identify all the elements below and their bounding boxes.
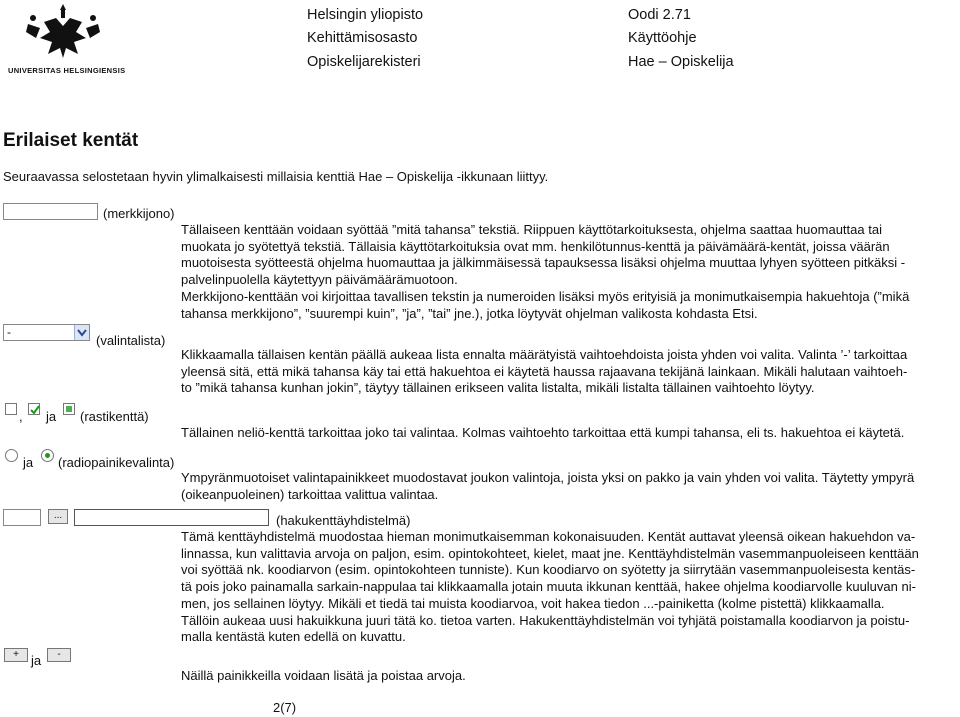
- radio-unselected[interactable]: [5, 449, 18, 462]
- select-description: Klikkaamalla tällaisen kentän päällä aukeaa lista ennalta määrätyistä vaihtoehdoista joista yhden voi valita. Valinta ’-’ tarkoittaa yleensä sitä, että mikä tahansa käy tai että hakuehtoa ei käytetä haussa rajaavana tekijänä lainkaan. Mikäli halutaan vaihtoeh- to ”mikä tahansa kunhan jokin”, täytyy tällainen erikseen valita listalta, mikäli listalta tällainen vaihtoehto löytyy.: [181, 347, 908, 396]
- select-value: -: [7, 325, 11, 339]
- helsinki-seal-icon: [8, 2, 118, 62]
- radio-and: ja: [23, 455, 34, 470]
- radio-description: Ympyränmuotoiset valintapainikkeet muodostavat joukon valintoja, joista yksi on pakko ja vain yhden voi valita. Täytetty ympyrä (oikeanpuoleinen) tarkoittaa valittua valintaa.: [181, 470, 915, 502]
- text-field-description: Tällaiseen kenttään voidaan syöttää ”mitä tahansa” tekstiä. Riippuen käyttötarkoituksesta, ohjelma saattaa huomauttaa tai muokata jo syötettyä tekstiä. Tällaisia käyttötarkoituksia ovat mm. henkilötunnus-kenttä ja päivämäärä-kentät, joissa väärän muotoisesta syötteestä ohjelma huomauttaa ja jälkimmäisessä tapauksessa lisäksi ohjelma muuttaa lyhyen syötteen pitkäksi - palvelinpuolella käytettyyn päivämäärämuotoon. Merkkijono-kenttään voi kirjoittaa tavallisen tekstin ja numeroiden lisäksi myös erityisiä ja monimutkaisempia hakuehtoja (”mikä tahansa merkkijono”, ”suurempi kuin”, ”ja”, ”tai” jne.), jotka löytyvät ohjelman valikosta kohdasta Etsi.: [181, 222, 910, 321]
- chevron-down-icon[interactable]: [74, 325, 89, 340]
- header-dept: Kehittämisosasto: [307, 30, 418, 46]
- lookup-code-field[interactable]: [3, 509, 41, 526]
- checkbox-and: ja: [46, 409, 57, 424]
- section-intro: Seuraavassa selostetaan hyvin ylimalkaisesti millaisia kenttiä Hae – Opiskelija -ikkunaan liittyy.: [3, 169, 549, 184]
- radio-dot-icon: [45, 453, 50, 458]
- indeterminate-square-icon: [66, 406, 72, 412]
- checkbox-comma: ,: [19, 409, 23, 424]
- checkbox-label: (rastikenttä): [80, 409, 149, 424]
- page-number: 2(7): [273, 700, 297, 715]
- header-org: Helsingin yliopisto: [307, 7, 424, 23]
- minus-button[interactable]: -: [47, 648, 71, 662]
- lookup-description: Tämä kenttäyhdistelmä muodostaa hieman monimutkaisemman kokonaisuuden. Kentät auttavat yleensä oikean hakuehdon va- linnassa, kun valittavia arvoja on paljon, esim. opintokohteet, kielet, maat jne. Kenttäyhdistelmän vasemmanpuoleiseen kenttään voi syöttää nk. koodiarvon (esim. opintokohteen tunniste). Kun koodiarvo on syötetty ja siirrytään vasemmanpuoleisesta kentäs- tä pois joko painamalla sarkain-nappulaa tai klikkaamalla jotain muuta ikkunan kenttää, hakee ohjelma koodiarvolle kuuluvan ni- men, jos sellainen löytyy. Mikäli et tiedä tai muista koodiarvoa, voit hakea tiedon ...-painiketta (kolme pistettä) klikkaamalla. Tällöin aukeaa uusi hakuikkuna juuri tätä ko. tietoa varten. Hakukenttäyhdistelmän voi tyhjätä poistamalla koodiarvon ja poistu- malla kentästä kuten edellä on kuvattu.: [181, 529, 919, 645]
- text-field-label: (merkkijono): [103, 206, 175, 221]
- logo-text: UNIVERSITAS HELSINGIENSIS: [8, 66, 126, 75]
- checkbox-empty[interactable]: [5, 403, 17, 415]
- plusminus-description: Näillä painikkeilla voidaan lisätä ja poistaa arvoja.: [181, 668, 466, 683]
- header-window: Hae – Opiskelija: [628, 54, 734, 70]
- select-label: (valintalista): [96, 333, 166, 348]
- university-logo: [8, 2, 126, 76]
- plus-button[interactable]: +: [4, 648, 28, 662]
- lookup-name-field[interactable]: [74, 509, 269, 526]
- radio-selected[interactable]: [41, 449, 54, 462]
- plusminus-and: ja: [31, 653, 42, 668]
- lookup-browse-button[interactable]: ...: [48, 509, 68, 524]
- lookup-label: (hakukenttäyhdistelmä): [276, 513, 411, 528]
- header-version: Oodi 2.71: [628, 7, 691, 23]
- checkbox-description: Tällainen neliö-kenttä tarkoittaa joko tai valintaa. Kolmas vaihtoehto tarkoittaa että kumpi tahansa, eli ts. hakuehtoa ei käytetä.: [181, 425, 905, 440]
- text-field-sample[interactable]: [3, 203, 98, 220]
- radio-label: (radiopainikevalinta): [58, 455, 175, 470]
- checkmark-icon: [29, 404, 41, 416]
- section-title: Erilaiset kentät: [3, 130, 139, 151]
- header-doc-type: Käyttöohje: [628, 30, 697, 46]
- header-unit: Opiskelijarekisteri: [307, 54, 421, 70]
- select-sample[interactable]: [3, 324, 90, 341]
- checkbox-checked[interactable]: [28, 403, 40, 415]
- checkbox-indeterminate[interactable]: [63, 403, 75, 415]
